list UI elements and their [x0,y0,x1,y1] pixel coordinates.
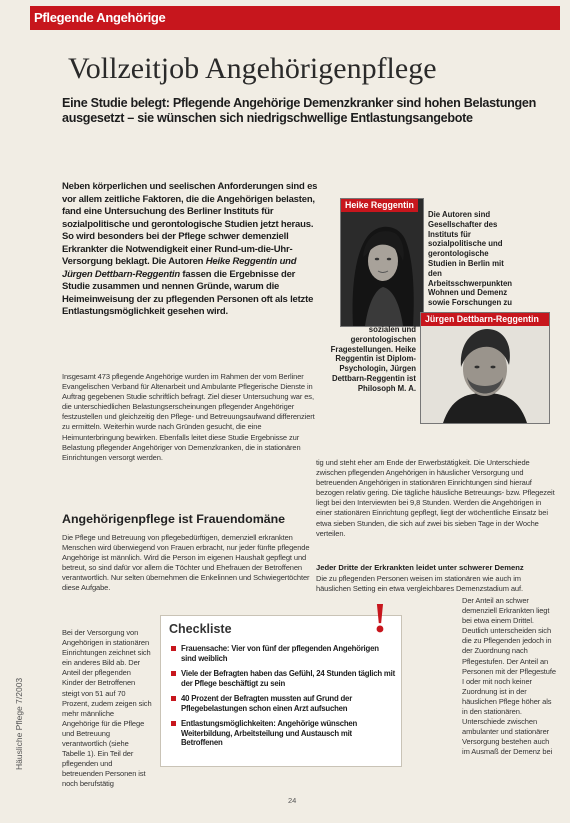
lead-text-2: fassen die Ergebnisse der Studie zusammen und nennen Gründe, warum die Heimeinweisung der zu pflegenden Personen oft als letzte Entlastungsmöglichkeit gesehen wird. [62,268,314,317]
square-bullet-icon [171,646,176,651]
section-header-bar [30,6,560,30]
square-bullet-icon [171,721,176,726]
portrait-juergen-image [421,313,549,423]
page-number: 24 [288,796,297,805]
article-title: Vollzeitjob Angehörigenpflege [68,52,437,85]
checklist-items [171,644,395,754]
square-bullet-icon [171,671,176,676]
lead-text-1: Neben körperlichen und seelischen Anforderungen sind es vor allem zeitliche Faktoren, die die Angehörigen belasten, fand eine Untersuchung des Berliner Instituts für sozialpolitische und gerontologische Studien jetzt heraus. So wird besonders bei der Pflege schwer demenziell Erkrankter die Notwendigkeit einer Rund-um-die-Uhr-Versorgung beklagt. Die Autoren [62,181,318,267]
body-paragraph-1: Insgesamt 473 pflegende Angehörige wurden im Rahmen der vom Berliner Evangelischen Verband für Altenarbeit und Ambulante Pflegerische Dienste in Auftrag gegebenen Studie schriftlich befragt. Ziel dieser Untersuchung war es, die unterschiedlichen Belastungserscheinungen pflegender Angehöriger festzustellen und gleichzeitig den Pflege- und Betreuungsaufwand differenziert zu ermitteln. Weiterhin wurde nach Gründen gesucht, die eine Heimunterbringung bewirken. Ebenfalls leitet diese Studie Ergebnisse zur Belastung pflegender Angehöriger von Demenzkranken, die in stationären Einrichtungen versorgt werden. [62,372,315,462]
article-subtitle: Eine Studie belegt: Pflegende Angehörige Demenzkranker sind hohen Belastungen ausgesetzt – sie wünschen sich niedrigschwellige Entlastungsangebote [62,96,536,125]
photo-label-juergen: Jürgen Dettbarn-Reggentin [421,313,549,326]
body-paragraph-3: Bei der Versorgung von Angehörigen in stationären Einrichtungen zeichnet sich ein anderes Bild ab. Der Anteil der pflegenden Kinder der Betroffenen steigt von 51 auf 70 Prozent, zudem zeigen sich mehr männliche Angehörige für die Pflege und Betreuung verantwortlich (siehe Tabelle 1). Ein Teil der pflegenden und betreuenden Personen ist noch berufstätig [62,628,152,789]
checklist-box [160,596,402,767]
checklist-item: 40 Prozent der Befragten mussten auf Grund der Pflegebelastungen schon einen Arzt aufsuchen [171,694,395,713]
checklist-item: Entlastungsmöglichkeiten: Angehörige wünschen Weiterbildung, Arbeitsteilung und Austausch mit Betroffenen [171,719,395,748]
lead-paragraph [62,181,318,319]
portrait-heike-image [341,199,423,326]
square-bullet-icon [171,696,176,701]
author-photo-juergen [420,312,550,424]
body-paragraph-4: tig und steht eher am Ende der Erwerbstätigkeit. Die Unterschiede zwischen pflegenden Angehörigen in häuslicher Versorgung und betreuenden Angehörigen in stationären Einrichtungen sind hierauf bezogen relativ gering. Die tägliche häusliche Betreuungs- bzw. Pflegezeit liegt bei den Interviewten bei 9,8 Stunden. Werden die Angehörigen in einer stationären Einrichtung gepflegt, liegt der wöchentliche Einsatz bei etwa sieben Stunden, die sich auf zwei bis sieben Tage in der Woche verteilen. [316,458,555,538]
section-heading-1: Angehörigenpflege ist Frauendomäne [62,512,286,526]
photo-label-heike: Heike Reggentin [341,199,418,212]
journal-reference: Häusliche Pflege 7/2003 [14,677,24,770]
photo-caption-2: sozialen und gerontologischen Fragestellungen. Heike Reggentin ist Diplom-Psychologin, Jürgen Dettbarn-Reggentin ist Philosoph M. A. [330,325,416,393]
body-paragraph-5: Die zu pflegenden Personen weisen im stationären wie auch im häuslichen Setting ein etwa vergleichbares Demenzstadium auf. [316,574,523,594]
author-photo-heike [340,198,424,327]
checklist-title: Checkliste [169,622,232,636]
body-paragraph-6: Der Anteil an schwer demenziell Erkrankten liegt bei etwa einem Drittel. Deutlich unterscheiden sich die zu Pflegenden jedoch in der Zuordnung nach Pflegestufen. Der Anteil an Personen mit der Pflegestufe I oder mit noch keiner Zuordnung ist in der häuslichen Pflege höher als in den stationären. Unterschiede zwischen ambulanter und stationärer Versorgung bestehen auch im Ausmaß der Demenz bei [462,596,556,757]
checklist-item: Frauensache: Vier von fünf der pflegenden Angehörigen sind weiblich [171,644,395,663]
exclamation-icon: ! [373,596,387,642]
checklist-item: Viele der Befragten haben das Gefühl, 24 Stunden täglich mit der Pflege beschäftigt zu sein [171,669,395,688]
section-label: Pflegende Angehörige [34,10,166,25]
body-paragraph-2: Die Pflege und Betreuung von pflegebedürftigen, demenziell erkrankten Menschen wird überwiegend von Frauen erbracht, nur jeder fünfte pflegende Angehörige ist männlich. Wird die Person im eigenen Haushalt gepflegt und betreut, so sind dafür vor allem die Töchter und Ehefrauen der Betroffenen verantwortlich. Nur selten übernehmen die Enkelinnen und Schwiegertöchter diese Aufgabe. [62,533,310,593]
section-heading-2: Jeder Dritte der Erkrankten leidet unter schwerer Demenz [316,563,524,572]
lead-authors: Heike Reggentin und Jürgen Dettbarn-Reggentin [62,256,297,280]
photo-caption-1: Die Autoren sind Gesellschafter des Instituts für sozialpolitische und gerontologische Studien in Berlin mit den Arbeitsschwerpunkten Wohnen und Demenz sowie Forschungen zu [428,210,513,308]
